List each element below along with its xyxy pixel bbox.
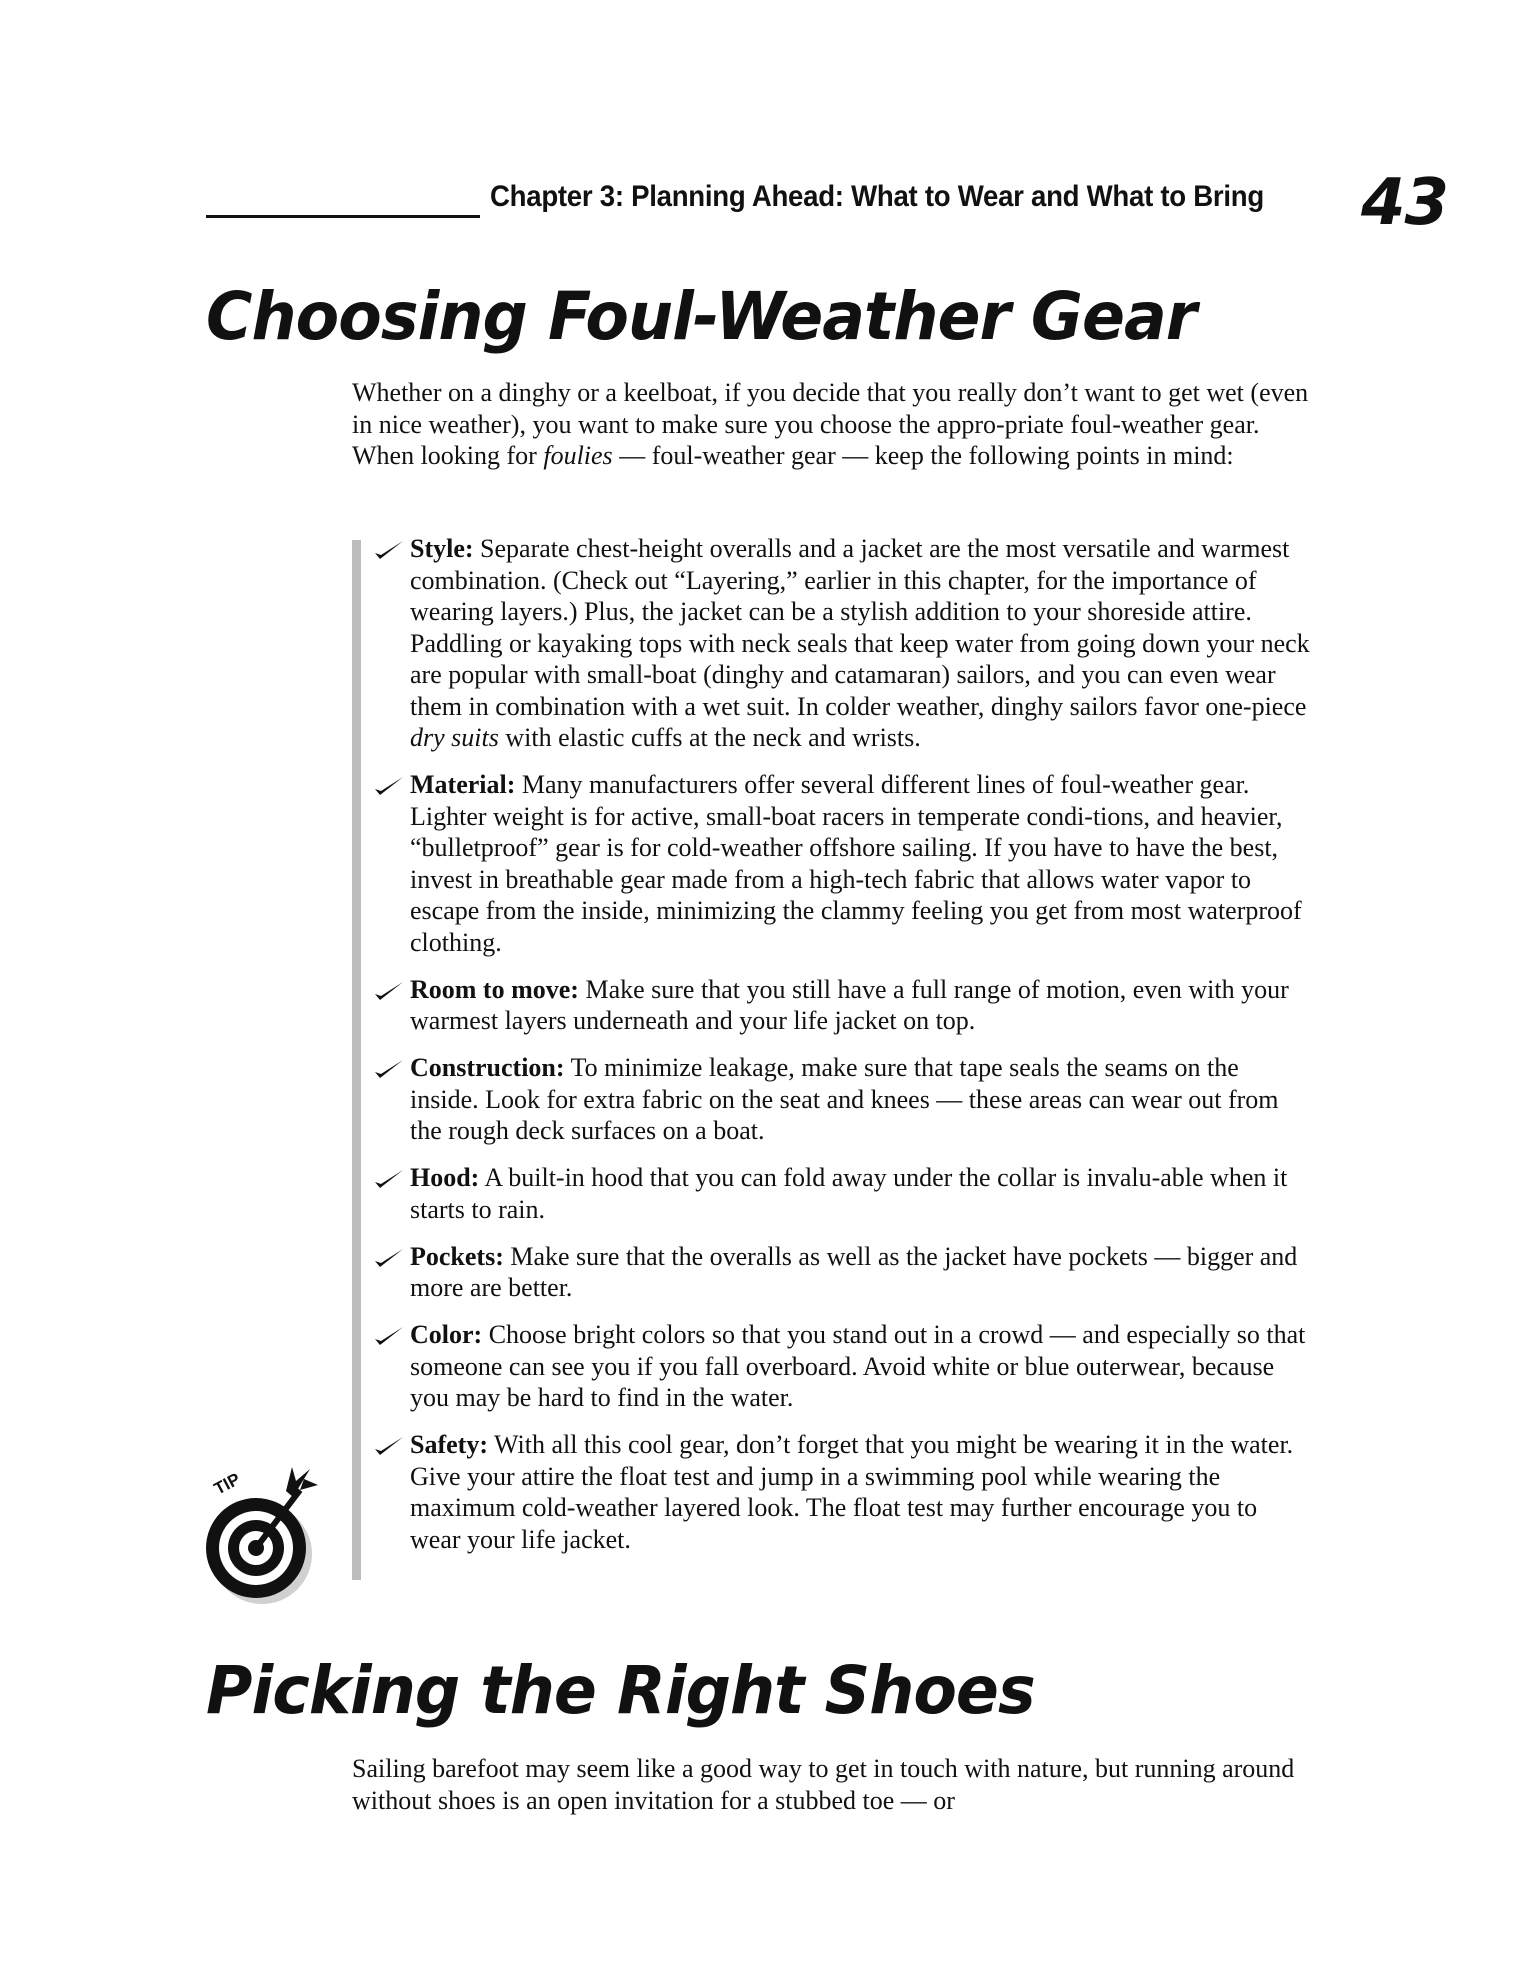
- list-item-text: To minimize leakage, make sure that tape seals the seams on the inside. Look for extra fabric on the seat and knees — these areas can wear out from the rough deck surfaces on a boat.: [410, 1053, 1279, 1145]
- tip-sidebar-bar: [352, 540, 361, 1580]
- intro-emphasis: foulies: [543, 441, 613, 470]
- checkmark-icon: [374, 1059, 404, 1079]
- running-head-rule: [206, 215, 480, 218]
- target-dart-icon: [200, 1455, 320, 1605]
- chapter-title: Chapter 3: Planning Ahead: What to Wear and What to Bring: [490, 180, 1264, 213]
- list-item-text: Make sure that you still have a full range of motion, even with your warmest layers underneath and your life jacket on top.: [410, 974, 1289, 1035]
- list-item: [372, 1052, 1312, 1147]
- list-item-text: Many manufacturers offer several different lines of foul-weather gear. Lighter weight is for active, small-boat racers in temperate condi-tions, and heavier, “bulletproof” gear is for cold-weather offshore sailing. If you have to have the best, invest in breathable gear made from a high-tech fabric that allows water vapor to escape from the inside, minimizing the clammy feeling you get from most waterproof clothing.: [410, 770, 1302, 957]
- checkmark-icon: [374, 776, 404, 796]
- list-item-text-after: with elastic cuffs at the neck and wrists.: [498, 723, 921, 752]
- list-item-text: Choose bright colors so that you stand out in a crowd — and especially so that someone can see you if you fall overboard. Avoid white or blue outerwear, because you may be hard to find in the water.: [410, 1320, 1306, 1412]
- list-item-emphasis: dry suits: [410, 723, 499, 752]
- checkmark-icon: [374, 1436, 404, 1456]
- list-item: [372, 533, 1312, 754]
- list-item-term: Material:: [410, 770, 516, 799]
- list-item-text: Separate chest-height overalls and a jacket are the most versatile and warmest combination. (Check out “Layering,” earlier in this chapter, for the importance of wearing layers.) Plus, the jacket can be a stylish addition to your shoreside attire. Paddling or kayaking tops with neck seals that keep water from going down your neck are popular with small-boat (dinghy and catamaran) sailors, and you can even wear them in combination with a wet suit. In colder weather, dinghy sailors favor one-piece: [410, 534, 1310, 721]
- intro-paragraph: [352, 377, 1312, 472]
- intro-text-1: Whether on a dinghy or a keelboat, if you decide that you really don’t want to get wet (even in nice weather), you want to make sure you choose the appro-priate foul-weather gear. When looking for: [352, 378, 1309, 470]
- list-item-term: Safety:: [410, 1430, 488, 1459]
- shoes-paragraph: Sailing barefoot may seem like a good way to get in touch with nature, but running around without shoes is an open invitation for a stubbed toe — or: [352, 1754, 1295, 1815]
- tip-label: TIP: [210, 1469, 244, 1499]
- list-item: [372, 769, 1312, 958]
- list-item-term: Room to move:: [410, 974, 579, 1004]
- list-item-term: Color:: [410, 1320, 483, 1349]
- list-item-term: Style:: [410, 534, 474, 563]
- list-item-text: Make sure that the overalls as well as the jacket have pockets — bigger and more are better.: [410, 1241, 1298, 1302]
- intro-text-2: — foul-weather gear — keep the following points in mind:: [612, 441, 1234, 470]
- checkmark-icon: [374, 1326, 404, 1346]
- list-item: [372, 974, 1312, 1037]
- checkmark-icon: [374, 1248, 404, 1268]
- gear-checklist: [372, 533, 1312, 1571]
- list-item-term: Pockets:: [410, 1241, 504, 1271]
- list-item-text: With all this cool gear, don’t forget that you might be wearing it in the water. Give your attire the float test and jump in a swimming pool while wearing the maximum cold-weather layered look. The float test may further encourage you to wear your life jacket.: [410, 1430, 1294, 1554]
- checkmark-icon: [374, 1169, 404, 1189]
- running-head: [206, 166, 1456, 240]
- list-item-term: Hood:: [410, 1163, 480, 1192]
- list-item-term: Construction:: [410, 1053, 565, 1082]
- section-heading-shoes: Picking the Right Shoes: [206, 1652, 1035, 1729]
- list-item: [372, 1319, 1312, 1414]
- section-heading-foul-weather: Choosing Foul-Weather Gear: [206, 278, 1197, 355]
- checkmark-icon: [374, 981, 404, 1001]
- list-item: [372, 1162, 1312, 1225]
- list-item-text: A built-in hood that you can fold away under the collar is invalu-able when it starts to rain.: [410, 1163, 1288, 1224]
- list-item: [372, 1241, 1312, 1304]
- page-number: 43: [1360, 166, 1448, 240]
- list-item: [372, 1429, 1312, 1555]
- checkmark-icon: [374, 540, 404, 560]
